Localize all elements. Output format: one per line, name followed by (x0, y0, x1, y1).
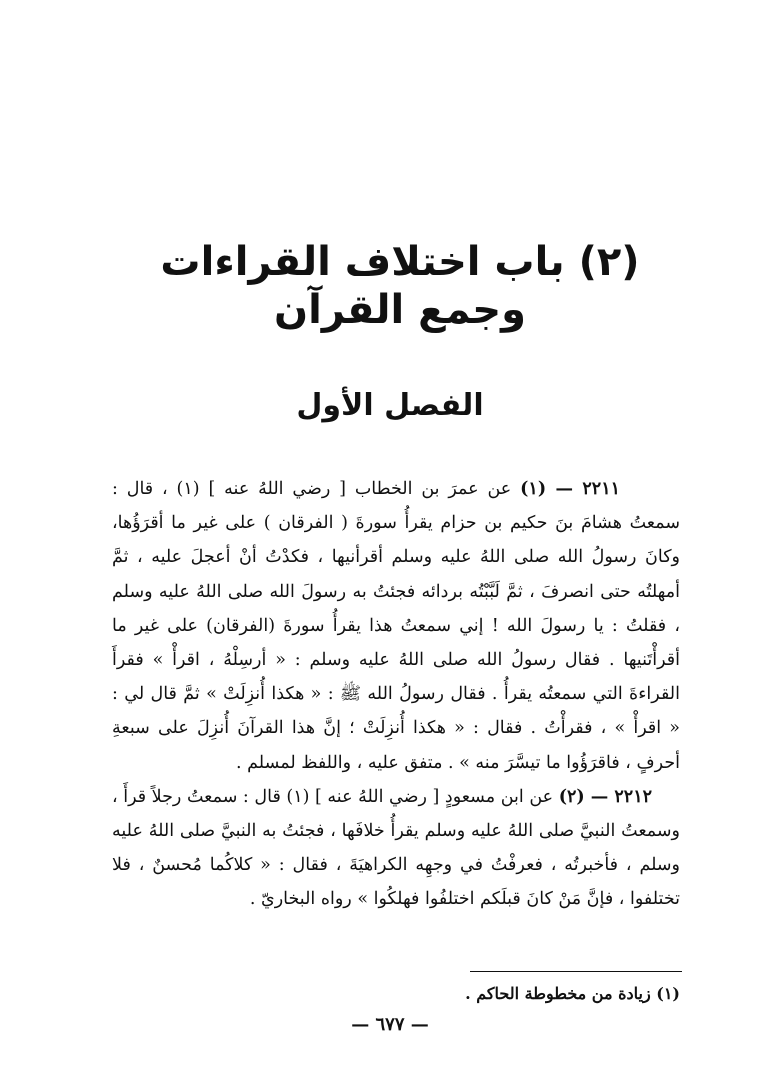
hadith-paragraph (112, 472, 680, 780)
hadith-body (112, 472, 680, 917)
hadith-number: ٢٢١١ — (١) (520, 479, 620, 499)
hadith-paragraph (112, 780, 680, 917)
page-number: — ٦٧٧ — (351, 1014, 429, 1035)
footnote: (١) زيادة من مخطوطة الحاكم . (465, 984, 680, 1003)
footnote-divider (470, 971, 682, 972)
section-title: الفصل الأول (296, 388, 484, 423)
hadith-text: عن ابن مسعودٍ [ رضي اللهُ عنه ] (١) قال : سمعتُ رجلاً قرأَ ، وسمعتُ النبيَّ صلى اللهُ عليه وسلم يقرأُ خلافَها ، فجئتُ به النبيَّ صلى اللهُ عليه وسلم ، فأخبرتُه ، فعرفْتُ في وجهِه الكراهيَةَ ، فقال : « كلاكُما مُحسنٌ ، فلا تختلفوا ، فإنَّ مَنْ كانَ قبلَكم اختلفُوا فهلكُوا » رواه البخاريّ . (112, 786, 680, 910)
hadith-number: ٢٢١٢ — (٢) (558, 786, 652, 807)
hadith-text: عن عمرَ بن الخطاب [ رضي اللهُ عنه ] (١) ، قال : سمعتُ هشامَ بنَ حكيم بن حزام يقرأُ سورةَ ( الفرقان ) على غير ما أقرَؤُها، وكانَ رسولُ الله صلى اللهُ عليه وسلم أقرأنيها ، فكدْتُ أنْ أعجلَ عليه ، ثمَّ أمهلتُه حتى انصرفَ ، ثمَّ لَبَّبْتُه بردائه فجئتُ به رسولَ الله صلى اللهُ عليه وسلم ، فقلتُ : يا رسولَ الله ! إني سمعتُ هذا يقرأُ سورةَ (الفرقان) على غير ما أقرأْتَنيها . فقال رسولُ الله صلى اللهُ عليه وسلم : « أرسِلْهُ ، اقرأْ » فقرأَ القراءةَ التي سمعتُه يقرأُ . فقال رسولُ الله ﷺ : « هكذا أُنزِلَتْ » ثمَّ قال لي : « اقرأْ » ، فقرأْتُ . فقال : « هكذا أُنزِلَتْ ؛ إنَّ هذا القرآنَ أُنزِلَ على سبعةِ أحرفٍ ، فاقرَؤُوا ما تيسَّرَ منه » . متفق عليه ، واللفظ لمسلم . (112, 479, 680, 773)
chapter-title: (٢) باب اختلاف القراءات وجمع القرآن (160, 239, 640, 333)
